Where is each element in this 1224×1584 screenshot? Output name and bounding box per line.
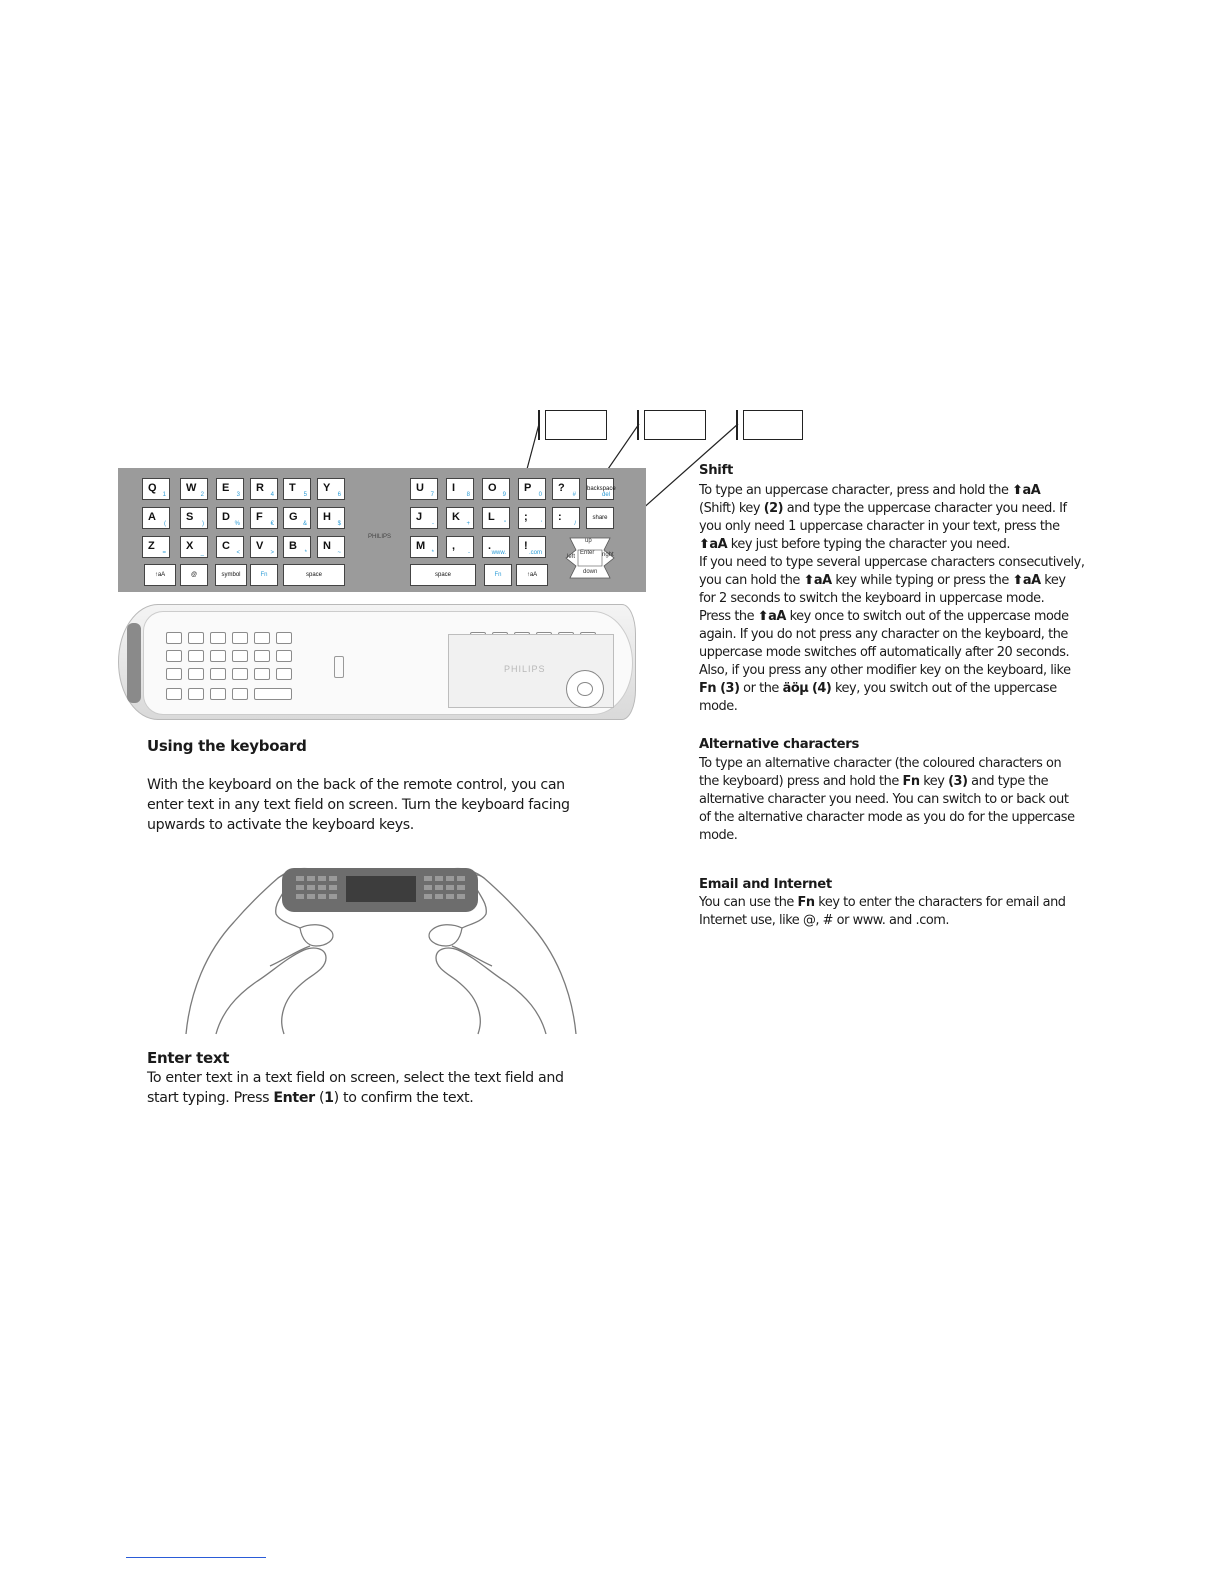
keyboard-key — [142, 478, 170, 500]
callout-bar-3 — [736, 410, 738, 440]
key-label: D — [222, 511, 230, 523]
key-label: B — [289, 540, 297, 552]
key-label: Q — [148, 482, 157, 494]
key-alt-label: ) — [202, 521, 204, 527]
key-label: R — [256, 482, 264, 494]
remote-key — [188, 650, 204, 662]
remote-key — [254, 650, 270, 662]
remote-navigation-ring — [566, 670, 604, 708]
key-label: I — [452, 482, 456, 494]
shift-paragraph — [699, 482, 1085, 716]
keyboard-key — [484, 564, 512, 586]
key-label: share — [592, 515, 608, 521]
remote-key — [188, 688, 204, 700]
key-label: space — [434, 572, 451, 578]
dpad-up-label: up — [585, 538, 592, 544]
remote-space-key — [254, 688, 292, 700]
paragraph-line: mode. — [699, 828, 738, 843]
enter-text-heading: Enter text — [147, 1049, 230, 1067]
key-label: J — [416, 511, 423, 523]
keyboard-key — [216, 536, 244, 558]
key-alt-label: / — [574, 521, 576, 527]
keyboard-key — [144, 564, 176, 586]
callout-box-2 — [644, 410, 706, 440]
remote-key — [276, 650, 292, 662]
remote-key — [210, 688, 226, 700]
key-alt-label: 1 — [162, 492, 166, 498]
key-label: . — [488, 540, 492, 552]
key-alt-label: www. — [491, 550, 506, 556]
key-alt-label: .com — [528, 550, 542, 556]
remote-key — [188, 668, 204, 680]
paragraph-line: You can use the Fn key to enter the characters for email and — [699, 895, 1066, 910]
key-label: backspace — [587, 486, 616, 492]
keyboard-key — [446, 478, 474, 500]
remote-end-cap — [127, 623, 141, 703]
keyboard-key — [250, 507, 278, 529]
keyboard-key — [586, 507, 614, 529]
callout-bar-2 — [637, 410, 639, 440]
key-label: , — [452, 540, 456, 552]
using-keyboard-heading: Using the keyboard — [147, 737, 307, 755]
key-label: ? — [558, 482, 565, 494]
key-label: symbol — [221, 572, 241, 578]
keyboard-key — [317, 536, 345, 558]
key-label: Fn — [260, 572, 268, 578]
remote-key — [276, 632, 292, 644]
keyboard-brand-label: PHILIPS — [368, 534, 392, 540]
key-label: W — [186, 482, 197, 494]
remote-key — [232, 688, 248, 700]
keyboard-key — [283, 507, 311, 529]
remote-key — [210, 668, 226, 680]
paragraph-line: ⬆aA key just before typing the character you need. — [699, 537, 1011, 552]
email-internet-paragraph — [699, 894, 1066, 930]
callout-bar-1 — [538, 410, 540, 440]
remote-face — [143, 611, 633, 715]
key-alt-label: * — [431, 550, 434, 556]
key-alt-label: - — [468, 550, 470, 556]
remote-key — [210, 632, 226, 644]
key-label: S — [186, 511, 194, 523]
paragraph-line: (Shift) key (2) and type the uppercase character you need. If — [699, 501, 1067, 516]
key-alt-label: * — [304, 550, 307, 556]
key-alt-label: = — [162, 550, 166, 556]
remote-key — [188, 632, 204, 644]
key-label: P — [524, 482, 532, 494]
key-alt-label: & — [302, 521, 307, 527]
key-alt-label: 3 — [236, 492, 240, 498]
remote-key — [254, 668, 270, 680]
key-alt-label: 4 — [270, 492, 274, 498]
keyboard-key — [446, 536, 474, 558]
keyboard-key — [410, 564, 476, 586]
keyboard-key — [317, 507, 345, 529]
key-alt-label: " — [503, 521, 506, 527]
keyboard-key — [215, 564, 247, 586]
using-line: With the keyboard on the back of the remote control, you can — [147, 777, 565, 793]
footer-link-underline — [126, 1557, 266, 1558]
paragraph-line: Internet use, like @, # or www. and .com. — [699, 913, 950, 928]
callout-box-1 — [545, 410, 607, 440]
keyboard-key — [586, 478, 614, 500]
hands-holding-remote-illustration — [176, 862, 586, 1036]
key-alt-label: + — [466, 521, 470, 527]
key-label: ! — [524, 540, 528, 552]
key-label: X — [186, 540, 194, 552]
key-label: K — [452, 511, 460, 523]
remote-key — [276, 668, 292, 680]
remote-key — [232, 650, 248, 662]
key-label: : — [558, 511, 562, 523]
remote-key — [166, 650, 182, 662]
key-alt-label: ' — [540, 521, 542, 527]
keyboard-key — [180, 478, 208, 500]
key-alt-label: ~ — [337, 550, 341, 556]
remote-indicator — [334, 656, 344, 678]
dpad-enter-label: Enter — [580, 550, 595, 556]
key-label: Z — [148, 540, 155, 552]
remote-key — [210, 650, 226, 662]
remote-key — [232, 668, 248, 680]
key-alt-label: 6 — [337, 492, 341, 498]
key-label: C — [222, 540, 230, 552]
alternative-characters-paragraph — [699, 755, 1075, 845]
paragraph-line: again. If you do not press any character on the keyboard, the — [699, 627, 1068, 642]
key-label: ↑aA — [526, 572, 538, 578]
key-alt-label: 2 — [200, 492, 204, 498]
enter-line: To enter text in a text field on screen, select the text field and — [147, 1070, 564, 1086]
keyboard-key — [250, 564, 278, 586]
keyboard-key — [283, 564, 345, 586]
paragraph-line: uppercase mode switches off automatically after 20 seconds. — [699, 645, 1070, 660]
dpad-left-label: left — [567, 554, 576, 560]
key-alt-label: 9 — [502, 492, 506, 498]
key-label: M — [416, 540, 426, 552]
remote-brand-label: PHILIPS — [504, 664, 546, 674]
keyboard-key — [482, 536, 510, 558]
key-alt-label: 7 — [430, 492, 434, 498]
key-label: V — [256, 540, 264, 552]
using-line: upwards to activate the keyboard keys. — [147, 816, 414, 833]
paragraph-line: alternative character you need. You can switch to or back out — [699, 792, 1069, 807]
keyboard-key — [142, 536, 170, 558]
shift-heading: Shift — [699, 463, 733, 478]
keyboard-key — [446, 507, 474, 529]
callout-box-3 — [743, 410, 803, 440]
keyboard-dpad — [564, 536, 616, 580]
key-label: G — [289, 511, 298, 523]
keyboard-key — [216, 507, 244, 529]
enter-line: start typing. Press Enter (1) to confirm the text. — [147, 1089, 474, 1106]
remote-key — [166, 668, 182, 680]
keyboard-key — [518, 507, 546, 529]
keyboard-key — [552, 478, 580, 500]
keyboard-key — [180, 536, 208, 558]
key-label: space — [305, 572, 322, 578]
paragraph-line: for 2 seconds to switch the keyboard in uppercase mode. — [699, 591, 1045, 606]
keyboard-key — [283, 478, 311, 500]
keyboard-key — [410, 507, 438, 529]
keyboard-key — [410, 536, 438, 558]
key-alt-label: $ — [337, 521, 341, 527]
keyboard-layout-diagram — [118, 468, 646, 592]
key-label: A — [148, 511, 156, 523]
email-internet-heading: Email and Internet — [699, 877, 832, 892]
key-alt-label: # — [572, 492, 576, 498]
using-keyboard-paragraph — [147, 776, 570, 835]
key-label: T — [289, 482, 296, 494]
remote-control-illustration — [118, 604, 636, 720]
keyboard-key — [410, 478, 438, 500]
key-label: N — [323, 540, 331, 552]
keyboard-key — [518, 478, 546, 500]
keyboard-key — [518, 536, 546, 558]
key-alt-label: - — [432, 521, 434, 527]
using-line: enter text in any text field on screen. Turn the keyboard facing — [147, 796, 570, 813]
paragraph-line: To type an alternative character (the coloured characters on — [699, 756, 1062, 771]
key-alt-label: ( — [164, 521, 166, 527]
remote-key — [254, 632, 270, 644]
paragraph-line: mode. — [699, 699, 738, 714]
key-label: L — [488, 511, 495, 523]
key-label: ; — [524, 511, 528, 523]
key-alt-label: 8 — [466, 492, 470, 498]
key-alt-label: < — [236, 550, 240, 556]
paragraph-line: the keyboard) press and hold the Fn key (3) and type the — [699, 774, 1049, 789]
keyboard-key — [482, 478, 510, 500]
key-alt-label: 5 — [303, 492, 307, 498]
key-label: O — [488, 482, 497, 494]
key-label: E — [222, 482, 230, 494]
key-label: U — [416, 482, 424, 494]
paragraph-line: Fn (3) or the äöμ (4) key, you switch out of the uppercase — [699, 681, 1057, 696]
keyboard-key — [216, 478, 244, 500]
paragraph-line: To type an uppercase character, press and hold the ⬆aA — [699, 483, 1041, 498]
key-label: F — [256, 511, 263, 523]
paragraph-line: If you need to type several uppercase characters consecutively, — [699, 555, 1085, 570]
keyboard-key — [283, 536, 311, 558]
keyboard-key — [180, 564, 208, 586]
paragraph-line: of the alternative character mode as you do for the uppercase — [699, 810, 1075, 825]
keyboard-key — [180, 507, 208, 529]
paragraph-line: Also, if you press any other modifier key on the keyboard, like — [699, 663, 1071, 678]
keyboard-key — [516, 564, 548, 586]
key-label: Y — [323, 482, 331, 494]
alternative-characters-heading: Alternative characters — [699, 737, 860, 752]
key-alt-label: > — [270, 550, 274, 556]
paragraph-line: you can hold the ⬆aA key while typing or press the ⬆aA key — [699, 573, 1066, 588]
key-label: ↑aA — [154, 572, 166, 578]
dpad-down-label: down — [583, 569, 598, 575]
key-label: @ — [190, 572, 198, 578]
keyboard-key — [142, 507, 170, 529]
key-label: H — [323, 511, 331, 523]
key-alt-label: 0 — [538, 492, 542, 498]
enter-text-paragraph — [147, 1069, 564, 1109]
keyboard-key — [317, 478, 345, 500]
remote-ok-button — [577, 682, 593, 696]
keyboard-key — [552, 507, 580, 529]
dpad-right-label: right — [602, 552, 614, 558]
paragraph-line: Press the ⬆aA key once to switch out of the uppercase mode — [699, 609, 1069, 624]
keyboard-key — [250, 478, 278, 500]
key-alt-label: % — [234, 521, 240, 527]
keyboard-key — [482, 507, 510, 529]
remote-key — [232, 632, 248, 644]
remote-key — [166, 688, 182, 700]
key-label: Fn — [494, 572, 502, 578]
keyboard-key — [250, 536, 278, 558]
key-alt-label: _ — [200, 550, 204, 556]
key-alt-label: del — [601, 492, 610, 498]
key-alt-label: € — [270, 521, 274, 527]
remote-key — [166, 632, 182, 644]
paragraph-line: you only need 1 uppercase character in your text, press the — [699, 519, 1060, 534]
